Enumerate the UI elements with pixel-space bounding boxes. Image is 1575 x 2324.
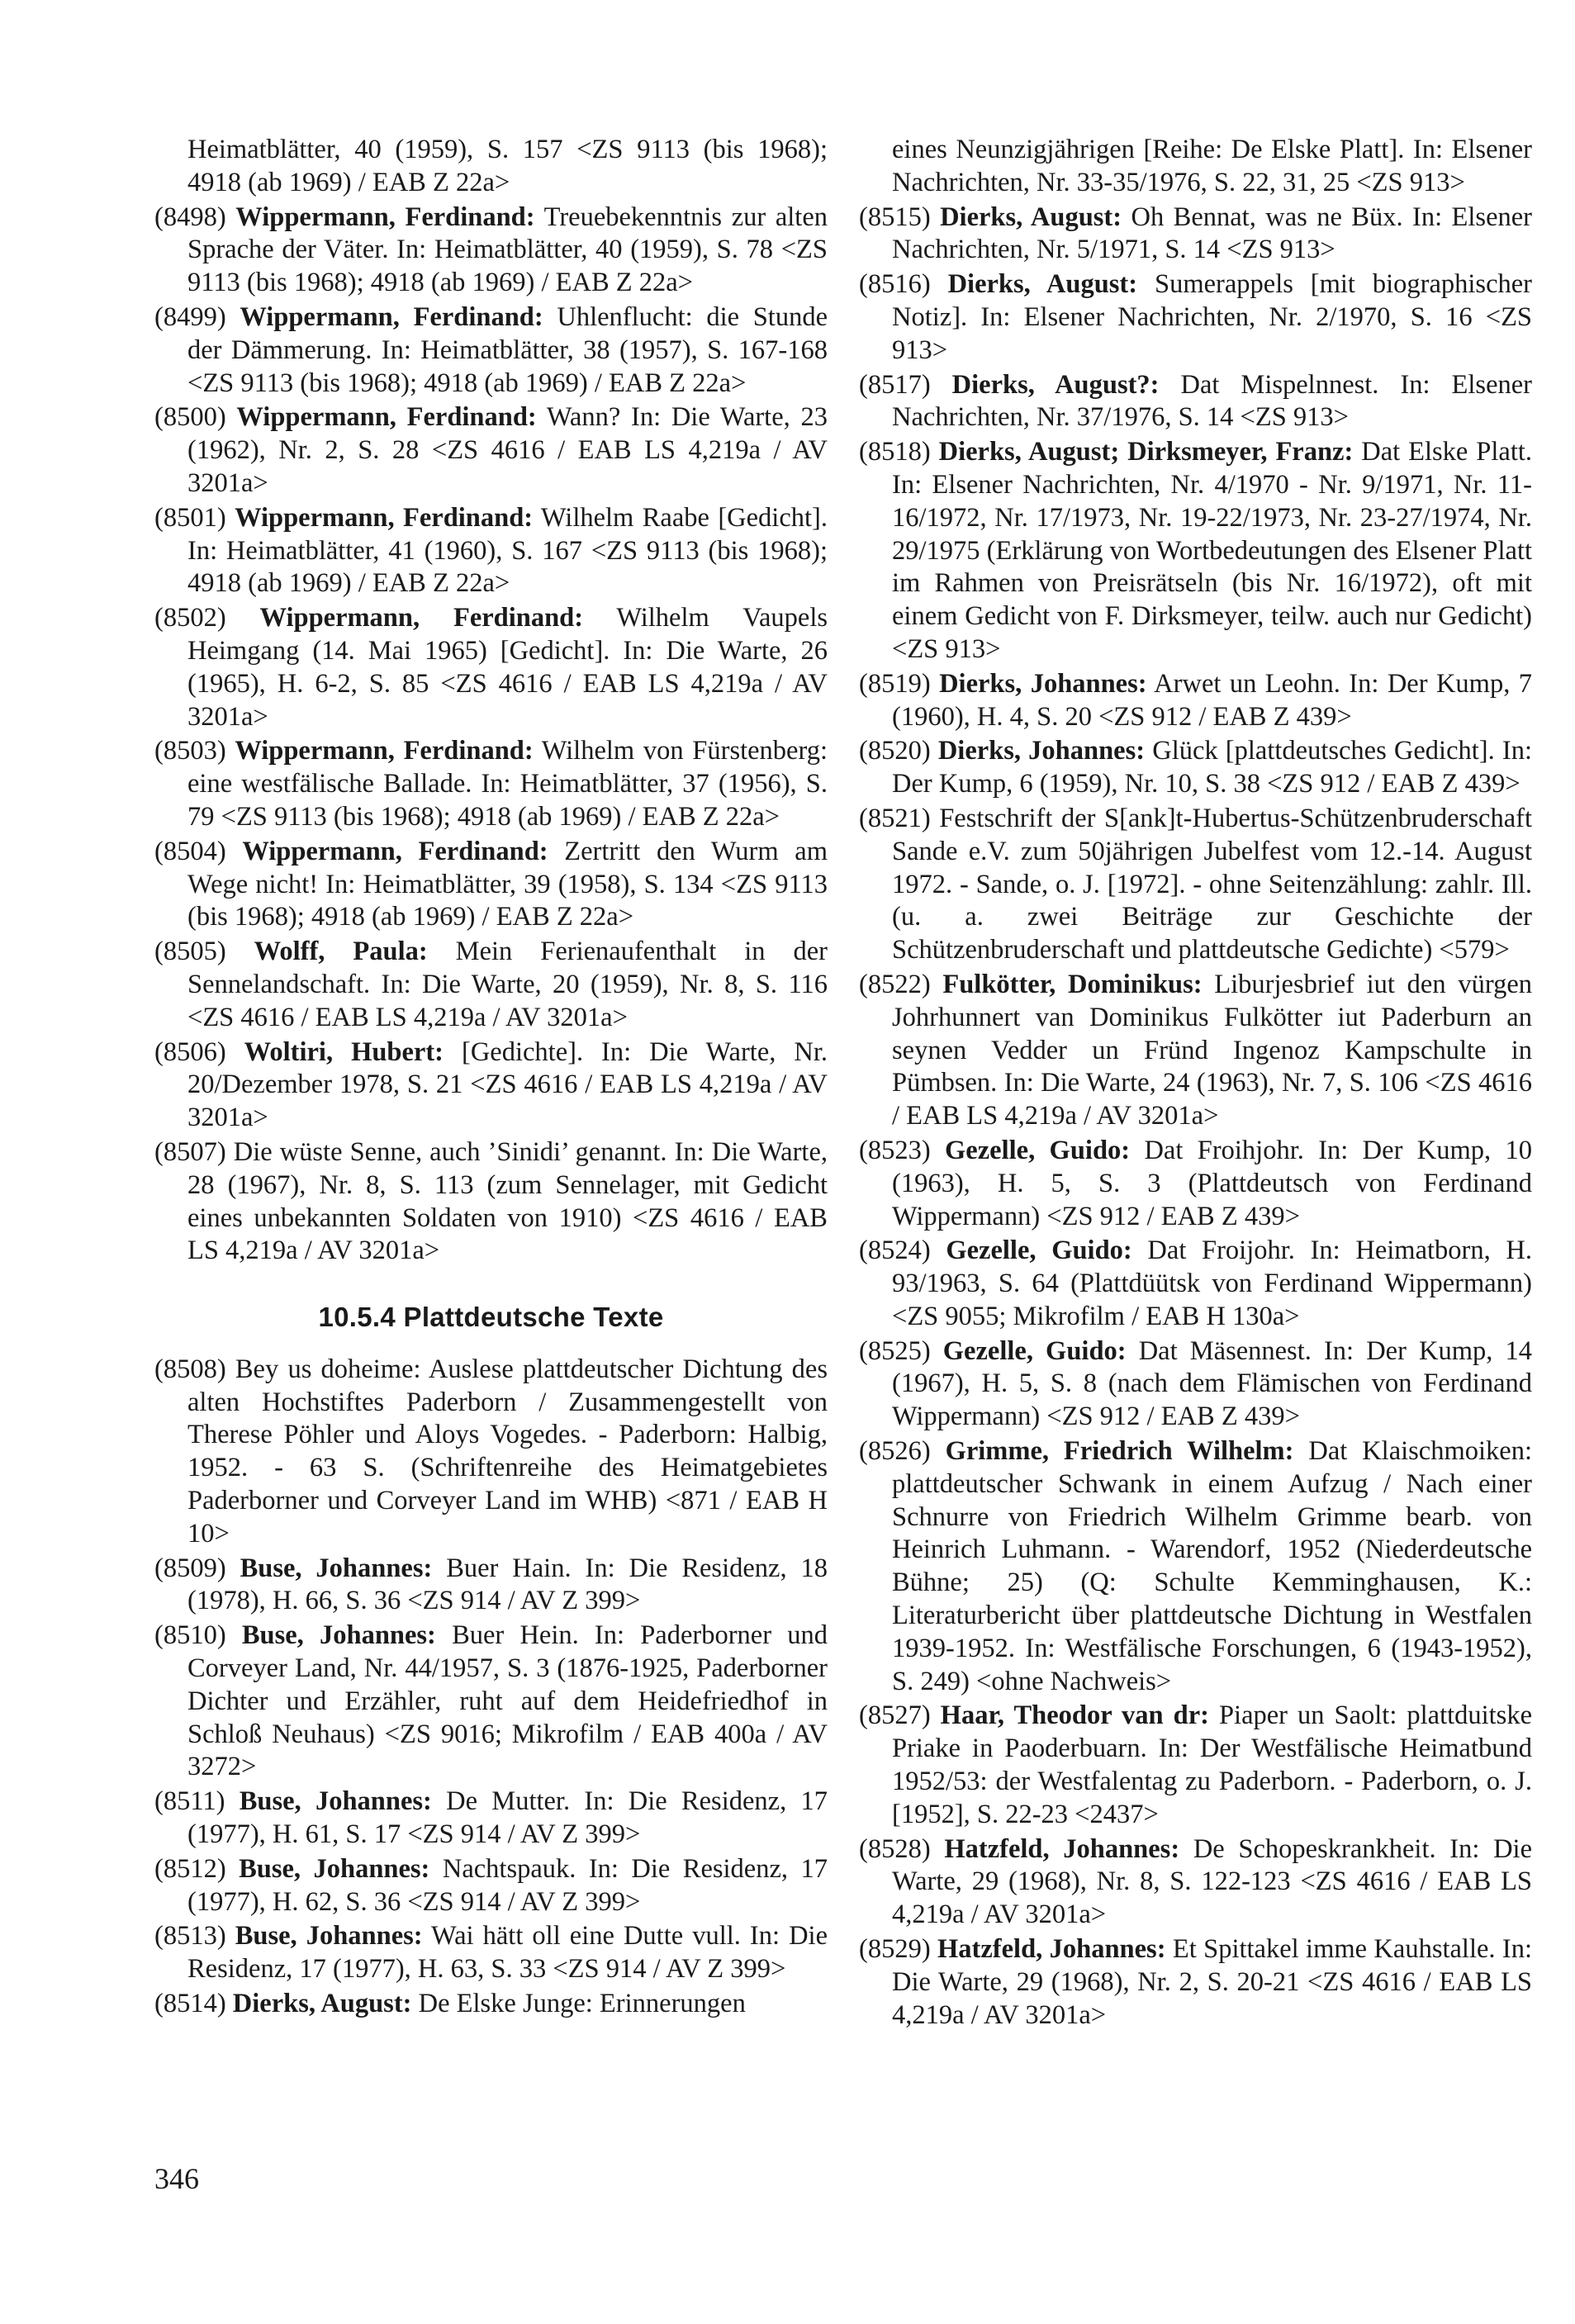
entry-number: (8512) bbox=[154, 1853, 226, 1884]
entry-number: (8515) bbox=[859, 202, 931, 232]
entry-number: (8521) bbox=[859, 803, 931, 833]
entry-author: Buse, Johannes: bbox=[235, 1921, 423, 1952]
entry-author: Dierks, August: bbox=[940, 202, 1122, 232]
entry-author: Dierks, August?: bbox=[951, 369, 1160, 400]
bibliography-entry bbox=[859, 1933, 1532, 2032]
entry-text: Arwet un Leohn. In: Der Kump, 7 (1960), H. 4, S. 20 <ZS 912 / EAB Z 439> bbox=[892, 668, 1532, 732]
entry-number: (8510) bbox=[154, 1620, 226, 1651]
continuation-text: eines Neunzigjährigen [Reihe: De Elske Platt]. In: Elsener Nachrichten, Nr. 33-35/1976, S. 22, 31, 25 <ZS 913> bbox=[892, 135, 1532, 197]
entry-text: [Gedichte]. In: Die Warte, Nr. 20/Dezember 1978, S. 21 <ZS 4616 / EAB LS 4,219a / AV 3201a> bbox=[187, 1036, 828, 1133]
bibliography-entry bbox=[154, 1853, 828, 1919]
entries-before-heading bbox=[154, 202, 828, 1269]
entry-number: (8525) bbox=[859, 1335, 931, 1366]
bibliography-entry bbox=[859, 668, 1532, 734]
entry-text: Buer Hein. In: Paderborner und Corveyer Land, Nr. 44/1957, S. 3 (1876-1925, Paderborner Dichter und Erzähler, ruht auf dem Heidefriedhof in Schloß Neuhaus) <ZS 9016; Mikrofilm / EAB 400a / AV 3272> bbox=[187, 1620, 828, 1782]
entry-author: Hatzfeld, Johannes: bbox=[937, 1934, 1166, 1965]
bibliography-entry bbox=[154, 1988, 828, 2021]
bibliography-entry bbox=[154, 1920, 828, 1986]
entry-number: (8499) bbox=[154, 301, 226, 332]
bibliography-entry bbox=[859, 369, 1532, 435]
bibliography-entry bbox=[154, 1036, 828, 1135]
entry-number: (8502) bbox=[154, 603, 226, 633]
right-entries bbox=[859, 202, 1532, 2032]
entry-text: Liburjesbrief iut den vürgen Johrhunnert van Dominikus Fulkötter iut Paderburn an seynen Vedder un Fründ Ingenoz Kampschulte in Pümbsen. In: Die Warte, 24 (1963), Nr. 7, S. 106 <ZS 4616 / EAB LS 4,219a / AV 3201a> bbox=[892, 969, 1532, 1131]
bibliography-entry bbox=[154, 202, 828, 300]
bibliography-entry bbox=[154, 1553, 828, 1619]
bibliography-entry bbox=[154, 1620, 828, 1784]
bibliography-entry bbox=[154, 836, 828, 934]
entry-text: Mein Ferienaufenthalt in der Sennelandschaft. In: Die Warte, 20 (1959), Nr. 8, S. 116 <ZS 4616 / EAB LS 4,219a / AV 3201a> bbox=[187, 937, 828, 1032]
entry-text: Dat Froijohr. In: Heimatborn, H. 93/1963, S. 64 (Plattdüütsk von Ferdinand Wippermann) <ZS 9055; Mikrofilm / EAB H 130a> bbox=[892, 1236, 1533, 1331]
entry-text: Piaper un Saolt: plattduitske Priake in Paoderbuarn. In: Der Westfälische Heimatbund 1952/53: der Westfalentag zu Paderborn. - Paderborn, o. J. [1952], S. 22-23 <2437> bbox=[892, 1700, 1533, 1829]
entry-number: (8508) bbox=[154, 1354, 226, 1384]
entry-text: Dat Mäsennest. In: Der Kump, 14 (1967), H. 5, S. 8 (nach dem Flämischen von Ferdinand Wippermann) <ZS 912 / EAB Z 439> bbox=[892, 1335, 1533, 1432]
entry-number: (8509) bbox=[154, 1553, 226, 1583]
bibliography-entry bbox=[859, 436, 1532, 666]
entry-number: (8526) bbox=[859, 1436, 931, 1467]
entry-author: Gezelle, Guido: bbox=[946, 1236, 1132, 1266]
entry-text: Die wüste Senne, auch ’Sinidi’ genannt. In: Die Warte, 28 (1967), Nr. 8, S. 113 (zum Sennelager, mit Gedicht eines unbekannten Soldaten von 1910) <ZS 4616 / EAB LS 4,219a / AV 3201a> bbox=[187, 1136, 828, 1266]
entry-author: Wippermann, Ferdinand: bbox=[235, 736, 534, 766]
bibliography-entry bbox=[154, 1786, 828, 1852]
bibliography-entry bbox=[154, 936, 828, 1034]
entry-number: (8529) bbox=[859, 1934, 931, 1965]
entry-author: Wippermann, Ferdinand: bbox=[259, 603, 584, 633]
bibliography-entry bbox=[859, 202, 1532, 268]
entry-number: (8528) bbox=[859, 1833, 931, 1864]
entry-author: Wippermann, Ferdinand: bbox=[235, 202, 535, 232]
entry-text: Dat Mispelnnest. In: Elsener Nachrichten, Nr. 37/1976, S. 14 <ZS 913> bbox=[892, 369, 1532, 433]
entry-author: Buse, Johannes: bbox=[239, 1853, 430, 1884]
entry-number: (8520) bbox=[859, 736, 931, 766]
entry-author: Buse, Johannes: bbox=[241, 1620, 436, 1651]
entries-after-heading bbox=[154, 1354, 828, 2021]
entry-text: Wann? In: Die Warte, 23 (1962), Nr. 2, S. 28 <ZS 4616 / EAB LS 4,219a / AV 3201a> bbox=[187, 402, 828, 498]
bibliography-entry bbox=[154, 301, 828, 400]
entry-text: Wai hätt oll eine Dutte vull. In: Die Residenz, 17 (1977), H. 63, S. 33 <ZS 914 / AV Z 399> bbox=[187, 1921, 828, 1985]
entry-text: Dat Klaischmoiken: plattdeutscher Schwank in einem Aufzug / Nach einer Schnurre von Friedrich Wilhelm Grimme bearb. von Heinrich Luhmann. - Warendorf, 1952 (Niederdeutsche Bühne; 25) (Q: Schulte Kemminghausen, K.: Literaturbericht über plattdeutsche Dichtung in Westfalen 1939-1952. In: Westfälische Forschungen, 6 (1943-1952), S. 249) <ohne Nachweis> bbox=[892, 1436, 1532, 1696]
entry-number: (8501) bbox=[154, 502, 226, 533]
entry-number: (8507) bbox=[154, 1136, 226, 1167]
entry-author: Fulkötter, Dominikus: bbox=[942, 969, 1203, 999]
bibliography-entry bbox=[859, 1235, 1532, 1333]
right-column bbox=[859, 134, 1532, 2033]
entry-number: (8503) bbox=[154, 736, 226, 766]
entry-text: Wilhelm Vaupels Heimgang (14. Mai 1965) [Gedicht]. In: Die Warte, 26 (1965), H. 6-2, S. 85 <ZS 4616 / EAB LS 4,219a / AV 3201a> bbox=[187, 603, 828, 732]
bibliography-entry bbox=[154, 735, 828, 833]
bibliography-entry bbox=[859, 1135, 1532, 1233]
entry-number: (8522) bbox=[859, 969, 931, 999]
entry-author: Hatzfeld, Johannes: bbox=[944, 1833, 1180, 1864]
entry-text: Wilhelm von Fürstenberg: eine westfälische Ballade. In: Heimatblätter, 37 (1956), S. 79 <ZS 9113 (bis 1968); 4918 (ab 1969) / EAB Z 22a> bbox=[187, 736, 828, 832]
entry-author: Buse, Johannes: bbox=[240, 1553, 433, 1583]
entry-number: (8519) bbox=[859, 668, 931, 699]
entry-author: Wippermann, Ferdinand: bbox=[240, 301, 543, 332]
entry-author: Dierks, Johannes: bbox=[939, 668, 1147, 699]
entry-author: Wippermann, Ferdinand: bbox=[242, 836, 548, 866]
entry-author: Grimme, Friedrich Wilhelm: bbox=[945, 1436, 1294, 1467]
entry-text: Festschrift der S[ank]t-Hubertus-Schützenbruderschaft Sande e.V. zum 50jährigen Jubelfest vom 12.-14. August 1972. - Sande, o. J. [1972]. - ohne Seitenzählung: zahlr. Ill. (u. a. zwei Beiträge zur Geschichte der Schützenbruderschaft und plattdeutsche Gedichte) <579> bbox=[892, 803, 1533, 965]
entry-author: Dierks, August: bbox=[232, 1989, 412, 2019]
entry-text: Bey us doheime: Auslese plattdeutscher Dichtung des alten Hochstiftes Paderborn / Zusammengestellt von Therese Pöhler und Aloys Vogedes. - Paderborn: Halbig, 1952. - 63 S. (Schriftenreihe des Heimatgebietes Paderborner und Corveyer Land im WHB) <871 / EAB H 10> bbox=[187, 1354, 828, 1549]
entry-text: Nachtspauk. In: Die Residenz, 17 (1977), H. 62, S. 36 <ZS 914 / AV Z 399> bbox=[187, 1853, 828, 1917]
entry-number: (8511) bbox=[154, 1786, 225, 1817]
entry-text: Treuebekenntnis zur alten Sprache der Väter. In: Heimatblätter, 40 (1959), S. 78 <ZS 9113 (bis 1968); 4918 (ab 1969) / EAB Z 22a> bbox=[187, 202, 828, 298]
entry-text: Oh Bennat, was ne Büx. In: Elsener Nachrichten, Nr. 5/1971, S. 14 <ZS 913> bbox=[892, 202, 1532, 265]
entry-number: (8504) bbox=[154, 836, 226, 866]
entry-number: (8527) bbox=[859, 1700, 931, 1731]
entry-text: Wilhelm Raabe [Gedicht]. In: Heimatblätter, 41 (1960), S. 167 <ZS 9113 (bis 1968); 4918 (ab 1969) / EAB Z 22a> bbox=[187, 502, 828, 599]
entry-author: Haar, Theodor van dr: bbox=[940, 1700, 1209, 1731]
page-number: 346 bbox=[154, 2162, 199, 2195]
entry-text: Buer Hain. In: Die Residenz, 18 (1978), H. 66, S. 36 <ZS 914 / AV Z 399> bbox=[187, 1553, 828, 1616]
bibliography-entry bbox=[154, 502, 828, 600]
entry-text: Uhlenflucht: die Stunde der Dämmerung. In: Heimatblätter, 38 (1957), S. 167-168 <ZS 9113 (bis 1968); 4918 (ab 1969) / EAB Z 22a> bbox=[187, 301, 828, 398]
bibliography-entry bbox=[859, 969, 1532, 1133]
entry-author: Dierks, August; Dirksmeyer, Franz: bbox=[938, 437, 1354, 467]
entry-text: Zertritt den Wurm am Wege nicht! In: Heimatblätter, 39 (1958), S. 134 <ZS 9113 (bis 1968); 4918 (ab 1969) / EAB Z 22a> bbox=[187, 836, 828, 932]
entry-text: Dat Elske Platt. In: Elsener Nachrichten, Nr. 4/1970 - Nr. 9/1971, Nr. 11-16/1972, Nr. 17/1973, Nr. 19-22/1973, Nr. 23-27/1974, Nr. 29/1975 (Erklärung von Wortbedeutungen des Elsener Platt im Rahmen von Preisrätseln (bis Nr. 16/1972), oft mit einem Gedicht von F. Dirksmeyer, teilw. auch nur Gedicht) <ZS 913> bbox=[892, 437, 1533, 664]
left-column bbox=[154, 134, 828, 2023]
entry-author: Dierks, August: bbox=[947, 269, 1138, 300]
entry-text: De Elske Junge: Erinnerungen bbox=[411, 1989, 746, 2019]
bibliography-entry bbox=[859, 1833, 1532, 1932]
entry-number: (8516) bbox=[859, 269, 931, 300]
bibliography-entry bbox=[154, 1354, 828, 1551]
entry-text: Dat Froihjohr. In: Der Kump, 10 (1963), H. 5, S. 3 (Plattdeutsch von Ferdinand Wippermann) <ZS 912 / EAB Z 439> bbox=[892, 1135, 1533, 1231]
entry-number: (8500) bbox=[154, 402, 226, 433]
entry-number: (8513) bbox=[154, 1921, 226, 1952]
bibliography-entry bbox=[859, 1700, 1532, 1831]
section-heading: 10.5.4 Plattdeutsche Texte bbox=[318, 1302, 664, 1333]
bibliography-entry bbox=[859, 803, 1532, 967]
bibliography-entry bbox=[859, 1435, 1532, 1698]
entry-author: Wippermann, Ferdinand: bbox=[235, 502, 534, 533]
entry-number: (8514) bbox=[154, 1989, 226, 2019]
entry-number: (8498) bbox=[154, 202, 226, 232]
entry-author: Gezelle, Guido: bbox=[945, 1135, 1131, 1165]
entry-text: De Schopeskrankheit. In: Die Warte, 29 (1968), Nr. 8, S. 122-123 <ZS 4616 / EAB LS 4,219a / AV 3201a> bbox=[892, 1833, 1532, 1930]
entry-author: Gezelle, Guido: bbox=[942, 1335, 1127, 1366]
entry-number: (8518) bbox=[859, 437, 931, 467]
continuation-text: Heimatblätter, 40 (1959), S. 157 <ZS 9113 (bis 1968); 4918 (ab 1969) / EAB Z 22a> bbox=[187, 135, 828, 197]
bibliography-entry bbox=[154, 1136, 828, 1268]
entry-number: (8506) bbox=[154, 1036, 226, 1067]
bibliography-entry bbox=[154, 401, 828, 500]
bibliography-entry bbox=[859, 735, 1532, 801]
entry-text: Glück [plattdeutsches Gedicht]. In: Der Kump, 6 (1959), Nr. 10, S. 38 <ZS 912 / EAB Z 439> bbox=[892, 736, 1532, 799]
entry-number: (8524) bbox=[859, 1236, 931, 1266]
entry-text: Et Spittakel imme Kauhstalle. In: Die Warte, 29 (1968), Nr. 2, S. 20-21 <ZS 4616 / EAB LS 4,219a / AV 3201a> bbox=[892, 1934, 1533, 2030]
bibliography-entry bbox=[859, 1335, 1532, 1434]
entry-author: Buse, Johannes: bbox=[239, 1786, 432, 1817]
bibliography-entry bbox=[154, 602, 828, 733]
entry-text: De Mutter. In: Die Residenz, 17 (1977), H. 61, S. 17 <ZS 914 / AV Z 399> bbox=[187, 1786, 828, 1850]
entry-text: Sumerappels [mit biographischer Notiz]. In: Elsener Nachrichten, Nr. 2/1970, S. 16 <ZS 913> bbox=[892, 269, 1533, 365]
entry-number: (8523) bbox=[859, 1135, 931, 1165]
bibliography-entry bbox=[859, 268, 1532, 367]
entry-author: Woltiri, Hubert: bbox=[244, 1036, 444, 1067]
entry-author: Wippermann, Ferdinand: bbox=[236, 402, 537, 433]
entry-author: Dierks, Johannes: bbox=[937, 736, 1146, 766]
entry-author: Wolff, Paula: bbox=[254, 937, 428, 967]
entry-number: (8505) bbox=[154, 937, 226, 967]
entry-number: (8517) bbox=[859, 369, 931, 400]
